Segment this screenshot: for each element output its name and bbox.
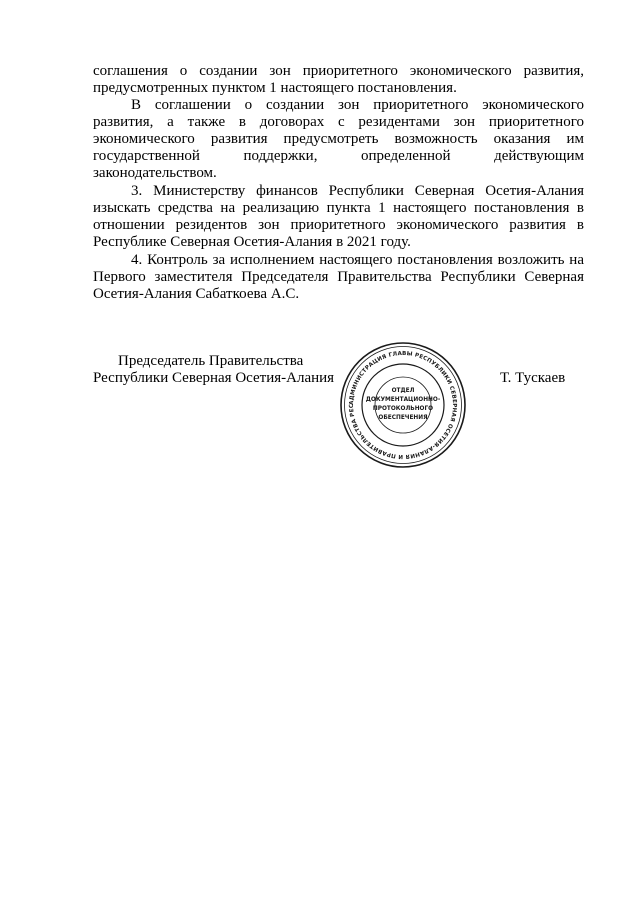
seal-ring-text: АДМИНИСТРАЦИЯ ГЛАВЫ РЕСПУБЛИКИ СЕВЕРНАЯ ОСЕТИЯ-АЛАНИЯ И ПРАВИТЕЛЬСТВА РЕС [348, 350, 458, 460]
text-line: В соглашении о создании зон приоритетного экономического [131, 97, 584, 113]
text-line: экономического развития предусмотреть возможность оказания им [93, 131, 584, 147]
paragraph-2 [93, 97, 584, 182]
seal-inner-line: ОТДЕЛ [391, 388, 415, 394]
seal-inner-line: ДОКУМЕНТАЦИОННО- [365, 397, 441, 403]
signatory-title [93, 353, 343, 387]
signatory-title-line-2: Республики Северная Осетия-Алания [93, 370, 335, 386]
paragraph-1 [93, 63, 584, 97]
text-line: 3. Министерству финансов Республики Северная Осетия-Алания [131, 183, 584, 199]
text-line: предусмотренных пунктом 1 настоящего постановления. [93, 80, 457, 96]
text-line: государственной поддержки, определенной действующим [93, 148, 584, 164]
text-line: развития, а также в договорах с резидентами зон приоритетного [93, 114, 584, 130]
text-line: Республике Северная Осетия-Алания в 2021 году. [93, 234, 411, 250]
paragraph-4 [93, 252, 584, 303]
signatory-title-line-1: Председатель Правительства [118, 353, 304, 369]
seal-inner-line: ПРОТОКОЛЬНОГО [372, 406, 434, 412]
text-line: отношении резидентов зон приоритетного экономического развития в [93, 217, 584, 233]
text-line: законодательством. [93, 165, 217, 181]
official-seal-stamp [338, 340, 468, 470]
text-line: соглашения о создании зон приоритетного экономического развития, [93, 63, 584, 79]
text-line: изыскать средства на реализацию пункта 1 настоящего постановления в [93, 200, 584, 216]
text-line: Осетия-Алания Сабаткоева А.С. [93, 286, 300, 302]
text-line: 4. Контроль за исполнением настоящего постановления возложить на [131, 252, 584, 268]
text-line: Первого заместителя Председателя Правительства Республики Северная [93, 269, 584, 285]
paragraph-3 [93, 183, 584, 251]
signatory-name: Т. Тускаев [500, 370, 566, 386]
seal-graphic [338, 340, 468, 470]
seal-inner-line: ОБЕСПЕЧЕНИЯ [378, 415, 428, 421]
